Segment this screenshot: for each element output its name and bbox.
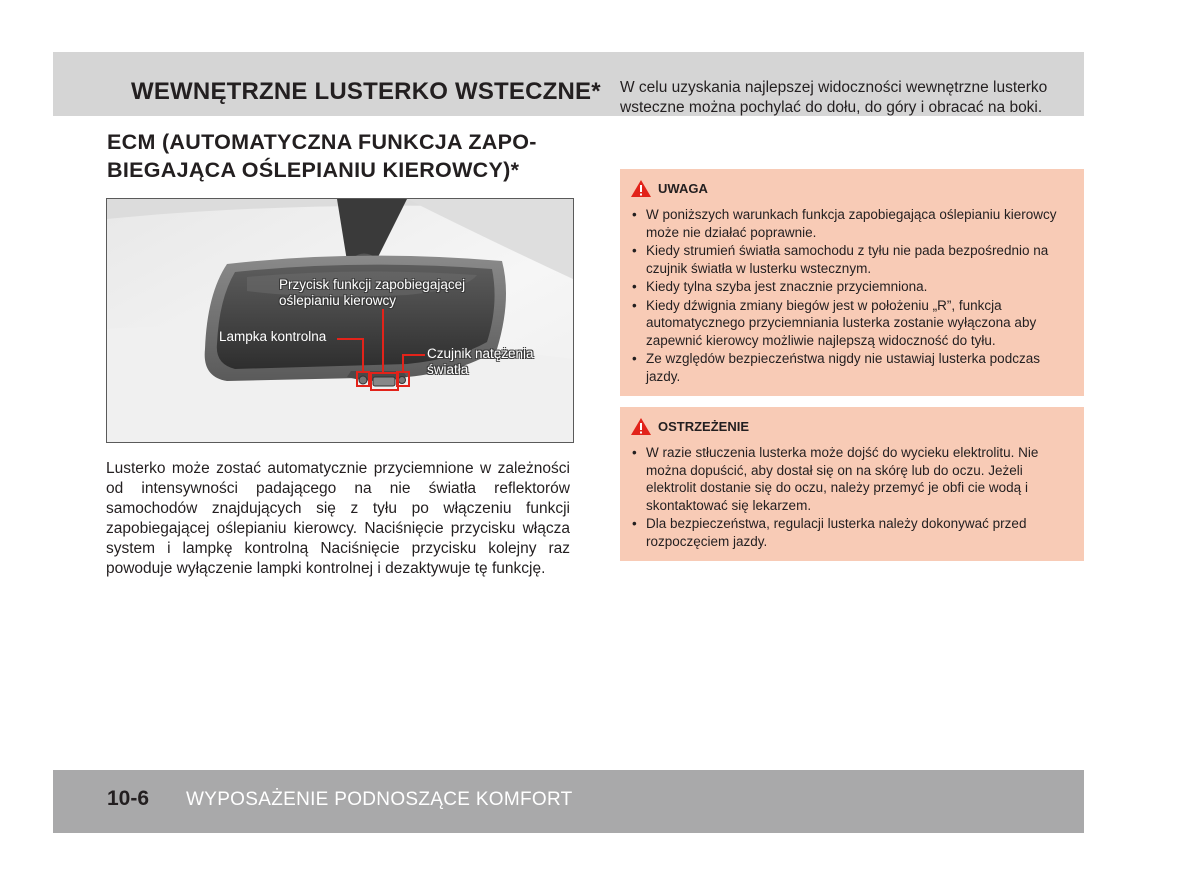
page-number: 10-6	[107, 787, 150, 810]
mirror-figure	[106, 198, 574, 443]
intro-text: W celu uzyskania najlepszej widoczności wewnętrzne lusterko wsteczne można pochylać do dołu, do góry i obracać na boki.	[620, 79, 1048, 116]
list-item: • W poniższych warunkach funkcja zapobiegająca oślepianiu kierowcy może nie działać poprawnie.	[630, 206, 1072, 241]
callout-lamp-label: Lampka kontrolna	[219, 329, 327, 344]
list-item: • Kiedy strumień światła samochodu z tyłu nie pada bezpośrednio na czujnik światła w lusterku wstecznym.	[630, 242, 1072, 277]
list-item: • W razie stłuczenia lusterka może dojść do wycieku elektrolitu. Nie można dopuścić, aby dostał się on na skórę lub do oczu. Jeżeli elektrolit dostanie się do oczu, należy przemyć je obfi cie wodą i skontaktować się lekarzem.	[630, 444, 1072, 514]
chapter-title: WYPOSAŻENIE PODNOSZĄCE KOMFORT	[186, 789, 573, 810]
warning-triangle-icon	[630, 179, 652, 198]
callout-sensor-label: Czujnik natężenia światła	[427, 346, 534, 377]
caution-list	[630, 206, 1072, 385]
warning-list	[630, 444, 1072, 550]
section-heading	[107, 128, 577, 184]
list-item: • Ze względów bezpieczeństwa nigdy nie ustawiaj lusterka podczas jazdy.	[630, 350, 1072, 385]
section-heading-line2: BIEGAJĄCA OŚLEPIANIU KIEROWCY)*	[107, 158, 520, 182]
caution-title: UWAGA	[630, 179, 1072, 198]
warning-box	[620, 407, 1084, 561]
list-item: • Kiedy dźwignia zmiany biegów jest w położeniu „R”, funkcja automatycznego przyciemniania lusterka zostanie wyłączona aby zapewnić kierowcy możliwie najlepszą widoczność do tyłu.	[630, 297, 1072, 350]
mirror-illustration	[107, 199, 573, 442]
body-paragraph: Lusterko może zostać automatycznie przyciemnione w zależności od intensywności padającego na nie światła reflektorów samochodów znajdujących się z tyłu po włączeniu funkcji zapobiegającej oślepianiu kierowcy. Naciśnięcie przycisku włącza system i lampkę kontrolną Naciśnięcie przycisku kolejny raz powoduje wyłączenie lampki kontrolnej i dezaktywuje tę funkcję.	[106, 460, 570, 577]
list-item: • Kiedy tylna szyba jest znacznie przyciemniona.	[630, 278, 1072, 296]
warning-title: OSTRZEŻENIE	[630, 417, 1072, 436]
list-item: • Dla bezpieczeństwa, regulacji lusterka należy dokonywać przed rozpoczęciem jazdy.	[630, 515, 1072, 550]
section-heading-line1: ECM (AUTOMATYCZNA FUNKCJA ZAPO-	[107, 130, 537, 154]
caution-box	[620, 169, 1084, 396]
callout-button-label: Przycisk funkcji zapobiegającej oślepianiu kierowcy	[279, 277, 466, 308]
warning-triangle-icon	[630, 417, 652, 436]
page-title: WEWNĘTRZNE LUSTERKO WSTECZNE*	[131, 78, 601, 105]
